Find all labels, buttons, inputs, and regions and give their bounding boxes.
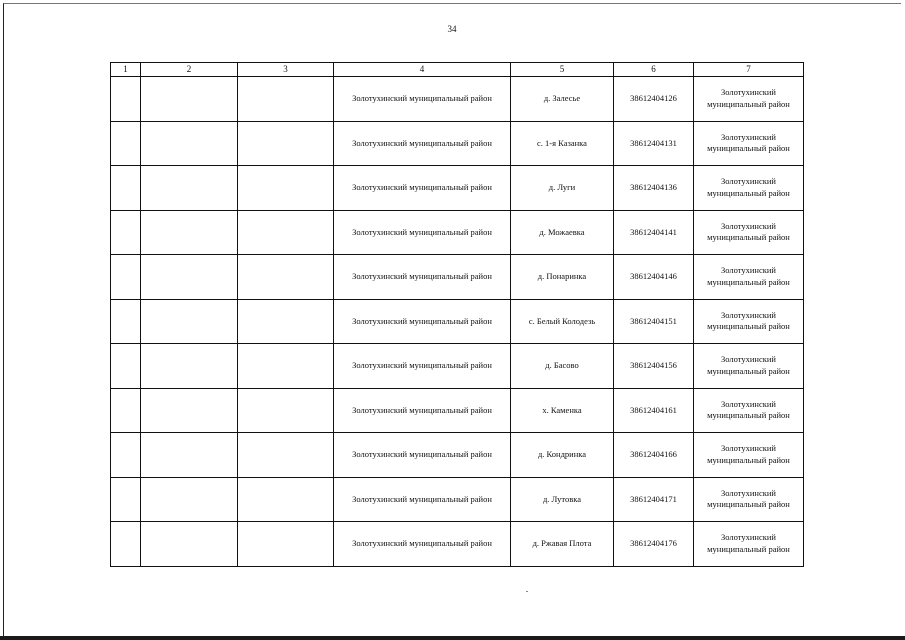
cell-oktmo-code: 38612404131 bbox=[614, 121, 694, 166]
table-row bbox=[111, 477, 804, 522]
cell-col3 bbox=[238, 433, 334, 478]
cell-settlement: д. Понаринка bbox=[511, 255, 614, 300]
cell-municipality: Золотухинский муниципальный район bbox=[694, 344, 804, 389]
cell-district: Золотухинский муниципальный район bbox=[334, 121, 511, 166]
cell-district: Золотухинский муниципальный район bbox=[334, 477, 511, 522]
cell-settlement: д. Можаевка bbox=[511, 210, 614, 255]
cell-col2 bbox=[141, 255, 238, 300]
cell-district: Золотухинский муниципальный район bbox=[334, 77, 511, 122]
table-row bbox=[111, 77, 804, 122]
cell-settlement: с. 1-я Казанка bbox=[511, 121, 614, 166]
cell-settlement: д. Лутовка bbox=[511, 477, 614, 522]
cell-municipality: Золотухинский муниципальный район bbox=[694, 121, 804, 166]
table-row bbox=[111, 388, 804, 433]
cell-col1 bbox=[111, 522, 141, 567]
cell-municipality: Золотухинский муниципальный район bbox=[694, 166, 804, 211]
cell-col3 bbox=[238, 166, 334, 211]
column-header-2: 2 bbox=[141, 63, 238, 77]
cell-settlement: д. Кондринка bbox=[511, 433, 614, 478]
cell-district: Золотухинский муниципальный район bbox=[334, 433, 511, 478]
cell-col3 bbox=[238, 477, 334, 522]
cell-col2 bbox=[141, 344, 238, 389]
cell-municipality: Золотухинский муниципальный район bbox=[694, 77, 804, 122]
table-row bbox=[111, 166, 804, 211]
cell-col3 bbox=[238, 388, 334, 433]
cell-oktmo-code: 38612404161 bbox=[614, 388, 694, 433]
cell-settlement: д. Ржавая Плота bbox=[511, 522, 614, 567]
cell-district: Золотухинский муниципальный район bbox=[334, 210, 511, 255]
cell-municipality: Золотухинский муниципальный район bbox=[694, 255, 804, 300]
cell-col3 bbox=[238, 77, 334, 122]
column-header-7: 7 bbox=[694, 63, 804, 77]
column-header-5: 5 bbox=[511, 63, 614, 77]
column-header-1: 1 bbox=[111, 63, 141, 77]
table-row bbox=[111, 344, 804, 389]
table-header-row bbox=[111, 63, 804, 77]
cell-district: Золотухинский муниципальный район bbox=[334, 299, 511, 344]
cell-col1 bbox=[111, 77, 141, 122]
scan-speck bbox=[526, 591, 528, 592]
cell-oktmo-code: 38612404156 bbox=[614, 344, 694, 389]
cell-col3 bbox=[238, 121, 334, 166]
cell-district: Золотухинский муниципальный район bbox=[334, 344, 511, 389]
cell-col1 bbox=[111, 477, 141, 522]
cell-col3 bbox=[238, 299, 334, 344]
cell-oktmo-code: 38612404176 bbox=[614, 522, 694, 567]
cell-col2 bbox=[141, 433, 238, 478]
cell-col1 bbox=[111, 210, 141, 255]
cell-col2 bbox=[141, 210, 238, 255]
data-table bbox=[110, 62, 804, 567]
cell-col1 bbox=[111, 121, 141, 166]
cell-oktmo-code: 38612404141 bbox=[614, 210, 694, 255]
column-header-3: 3 bbox=[238, 63, 334, 77]
cell-municipality: Золотухинский муниципальный район bbox=[694, 477, 804, 522]
cell-municipality: Золотухинский муниципальный район bbox=[694, 299, 804, 344]
cell-col1 bbox=[111, 299, 141, 344]
cell-col2 bbox=[141, 77, 238, 122]
column-header-4: 4 bbox=[334, 63, 511, 77]
cell-col2 bbox=[141, 121, 238, 166]
cell-col3 bbox=[238, 255, 334, 300]
cell-municipality: Золотухинский муниципальный район bbox=[694, 433, 804, 478]
cell-col3 bbox=[238, 210, 334, 255]
cell-col2 bbox=[141, 299, 238, 344]
table-row bbox=[111, 433, 804, 478]
cell-col1 bbox=[111, 388, 141, 433]
page-number: 34 bbox=[447, 24, 457, 34]
table-row bbox=[111, 522, 804, 567]
cell-settlement: д. Залесье bbox=[511, 77, 614, 122]
cell-col2 bbox=[141, 166, 238, 211]
cell-col2 bbox=[141, 522, 238, 567]
cell-municipality: Золотухинский муниципальный район bbox=[694, 388, 804, 433]
cell-oktmo-code: 38612404136 bbox=[614, 166, 694, 211]
table-row bbox=[111, 210, 804, 255]
cell-oktmo-code: 38612404151 bbox=[614, 299, 694, 344]
table-row bbox=[111, 255, 804, 300]
cell-oktmo-code: 38612404171 bbox=[614, 477, 694, 522]
cell-col1 bbox=[111, 166, 141, 211]
scan-bottom-edge bbox=[0, 636, 905, 640]
cell-col2 bbox=[141, 477, 238, 522]
cell-col2 bbox=[141, 388, 238, 433]
cell-district: Золотухинский муниципальный район bbox=[334, 388, 511, 433]
cell-oktmo-code: 38612404126 bbox=[614, 77, 694, 122]
column-header-6: 6 bbox=[614, 63, 694, 77]
table-row bbox=[111, 121, 804, 166]
cell-oktmo-code: 38612404166 bbox=[614, 433, 694, 478]
cell-municipality: Золотухинский муниципальный район bbox=[694, 522, 804, 567]
cell-settlement: д. Басово bbox=[511, 344, 614, 389]
cell-district: Золотухинский муниципальный район bbox=[334, 166, 511, 211]
cell-district: Золотухинский муниципальный район bbox=[334, 255, 511, 300]
cell-col1 bbox=[111, 255, 141, 300]
cell-col3 bbox=[238, 522, 334, 567]
cell-district: Золотухинский муниципальный район bbox=[334, 522, 511, 567]
cell-col3 bbox=[238, 344, 334, 389]
cell-settlement: х. Каменка bbox=[511, 388, 614, 433]
table-row bbox=[111, 299, 804, 344]
cell-col1 bbox=[111, 433, 141, 478]
cell-settlement: д. Луги bbox=[511, 166, 614, 211]
cell-settlement: с. Белый Колодезь bbox=[511, 299, 614, 344]
cell-col1 bbox=[111, 344, 141, 389]
cell-municipality: Золотухинский муниципальный район bbox=[694, 210, 804, 255]
cell-oktmo-code: 38612404146 bbox=[614, 255, 694, 300]
